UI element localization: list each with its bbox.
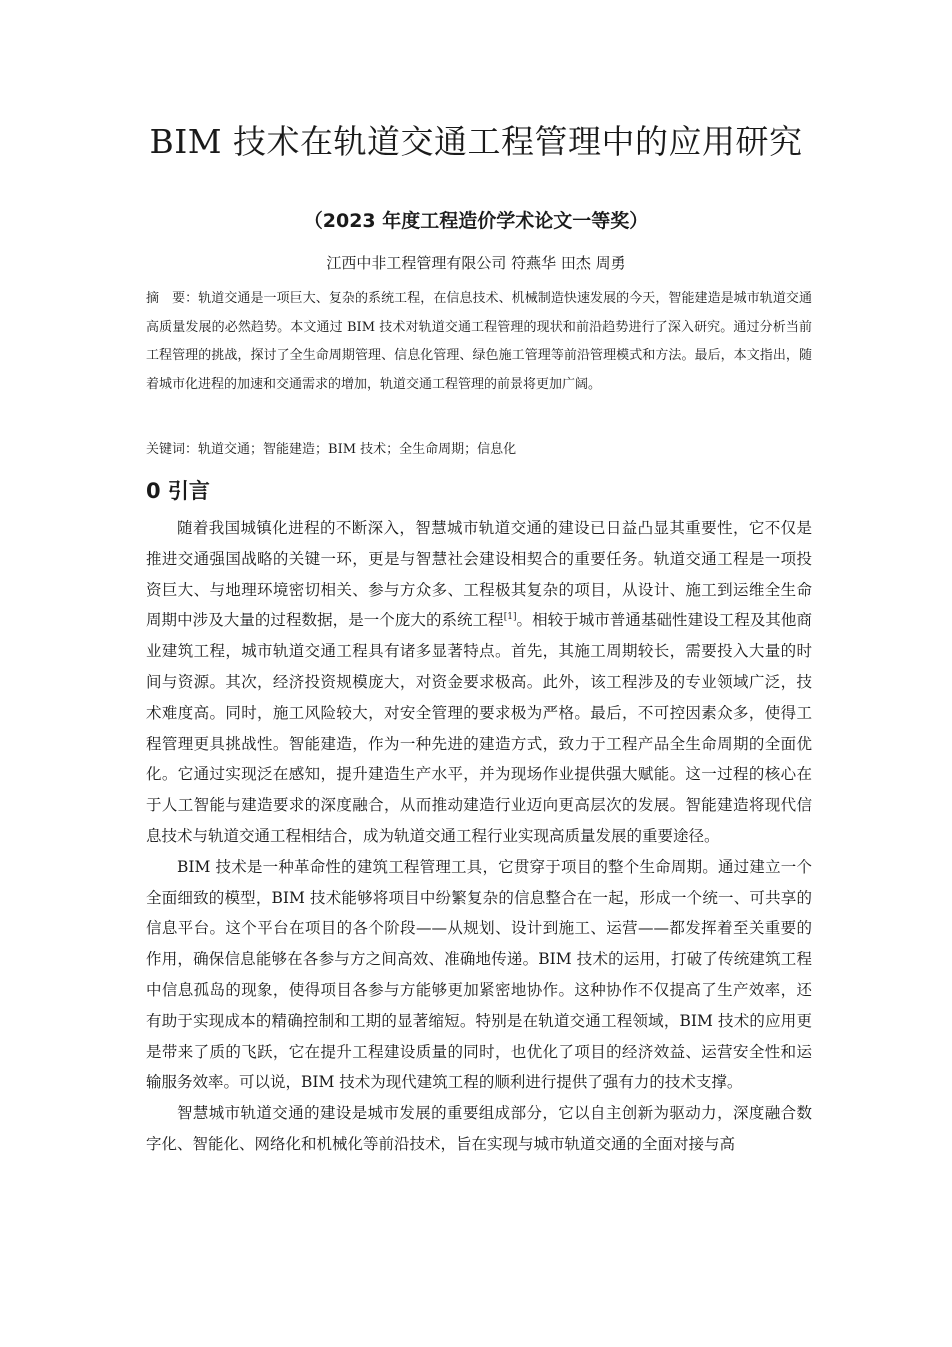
keywords-label: 关键词： [146,442,199,457]
award-subtitle: （2023 年度工程造价学术论文一等奖） [303,210,649,232]
abstract [146,285,812,399]
paragraph: 智慧城市轨道交通的建设是城市发展的重要组成部分，它以自主创新为驱动力，深度融合数字化、智能化、网络化和机械化等前沿技术，旨在实现与城市轨道交通的全面对接与高 [146,1104,812,1153]
section-heading-introduction: 0 引言 [146,479,210,503]
paragraph [146,513,812,852]
paragraph: BIM 技术是一种革命性的建筑工程管理工具，它贯穿于项目的整个生命周期。通过建立一个全面细致的模型，BIM 技术能够将项目中纷繁复杂的信息整合在一起，形成一个统一、可共享的信息平台。这个平台在项目的各个阶段——从规划、设计到施工、运营——都发挥着至关重要的作用，确保信息能够在各参与方之间高效、准确地传递。BIM 技术的运用，打破了传统建筑工程中信息孤岛的现象，使得项目各参与方能够更加紧密地协作。这种协作不仅提高了生产效率，还有助于实现成本的精确控制和工期的显著缩短。特别是在轨道交通工程领域，BIM 技术的应用更是带来了质的飞跃，它在提升工程建设质量的同时，也优化了项目的经济效益、运营安全性和运输服务效率。可以说，BIM 技术为现代建筑工程的顺利进行提供了强有力的技术支撑。 [146,857,812,1092]
keywords [146,438,812,462]
paragraph-text: 随着我国城镇化进程的不断深入，智慧城市轨道交通的建设已日益凸显其重要性，它不仅是推进交通强国战略的关键一环，更是与智慧社会建设相契合的重要任务。轨道交通工程是一项投资巨大、与地理环境密切相关、参与方众多、工程极其复杂的项目，从设计、施工到运维全生命周期中涉及大量的过程数据，是一个庞大的系统工程 [146,519,812,630]
citation-ref[interactable]: [1] [503,612,517,623]
body-text [146,513,812,1160]
abstract-text: 轨道交通是一项巨大、复杂的系统工程，在信息技术、机械制造快速发展的今天，智能建造是城市轨道交通高质量发展的必然趋势。本文通过 BIM 技术对轨道交通工程管理的现状和前沿趋势进行了深入研究。通过分析当前工程管理的挑战，探讨了全生命周期管理、信息化管理、绿色施工管理等前沿管理模式和方法。最后，本文指出，随着城市化进程的加速和交通需求的增加，轨道交通工程管理的前景将更加广阔。 [146,291,812,392]
abstract-label: 摘 要： [146,291,199,306]
author-line: 江西中非工程管理有限公司 符燕华 田杰 周勇 [326,254,626,272]
paper-title: BIM 技术在轨道交通工程管理中的应用研究 [149,122,803,161]
keywords-text: 轨道交通；智能建造；BIM 技术；全生命周期；信息化 [198,442,517,457]
paragraph-text: 。相较于城市普通基础性建设工程及其他商业建筑工程，城市轨道交通工程具有诸多显著特点。首先，其施工周期较长，需要投入大量的时间与资源。其次，经济投资规模庞大，对资金要求极高。此外，该工程涉及的专业领域广泛，技术难度高。同时，施工风险较大，对安全管理的要求极为严格。最后，不可控因素众多，使得工程管理更具挑战性。智能建造，作为一种先进的建造方式，致力于工程产品全生命周期的全面优化。它通过实现泛在感知，提升建造生产水平，并为现场作业提供强大赋能。这一过程的核心在于人工智能与建造要求的深度融合，从而推动建造行业迈向更高层次的发展。智能建造将现代信息技术与轨道交通工程相结合，成为轨道交通工程行业实现高质量发展的重要途径。 [146,611,812,845]
